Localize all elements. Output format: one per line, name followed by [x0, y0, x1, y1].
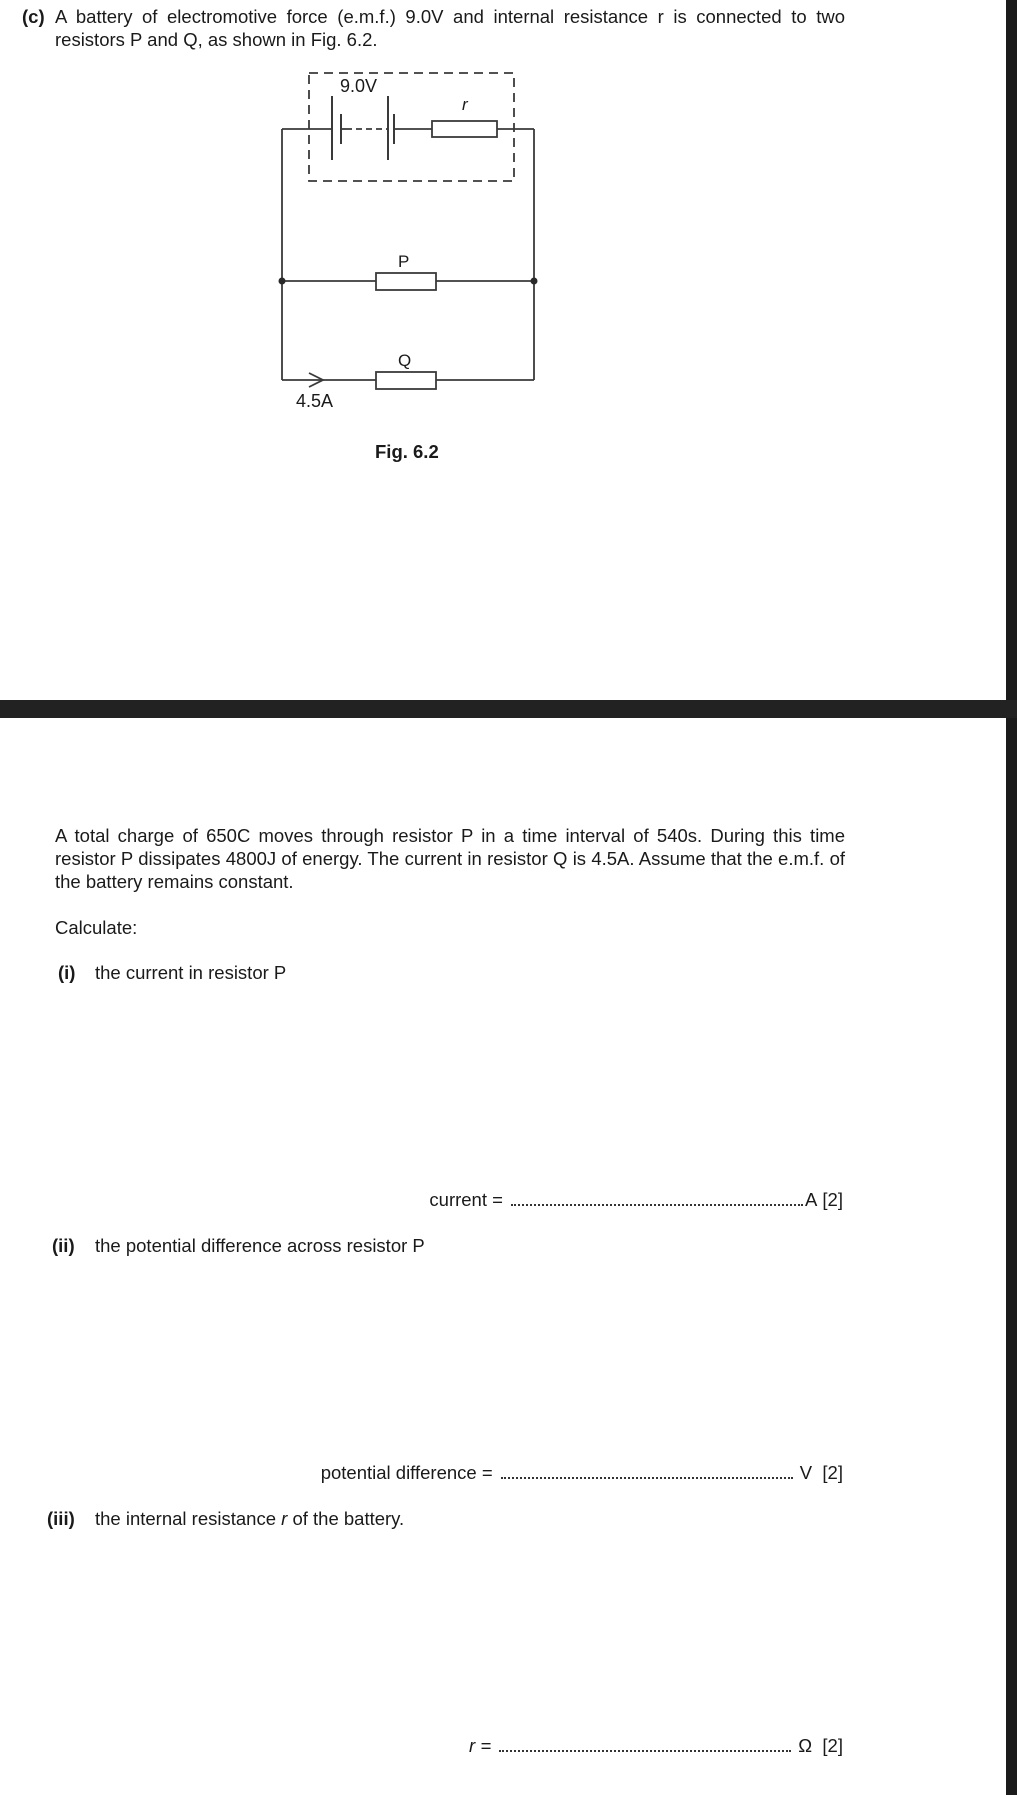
- subquestion-ii-text: the potential difference across resistor P: [95, 1235, 425, 1256]
- subquestion-ii-label: (ii): [52, 1235, 75, 1256]
- answer-line-ii: [321, 1461, 843, 1484]
- current-label: 4.5A: [296, 391, 334, 411]
- resistor-p: [376, 273, 436, 290]
- answer-iii-blank[interactable]: [499, 1734, 791, 1752]
- subquestion-iii-text: the internal resistance r of the battery.: [95, 1508, 405, 1529]
- resistor-q: [376, 372, 436, 389]
- junction-left: [279, 278, 286, 285]
- answer-ii-prefix: potential difference =: [320, 1462, 493, 1483]
- answer-i-unit: A: [804, 1189, 818, 1210]
- intro-text: A battery of electromotive force (e.m.f.) 9.0V and internal resistance r is connected to two resistors P and Q, as shown in Fig. 6.2.: [55, 6, 845, 50]
- subquestion-i-text: the current in resistor P: [95, 962, 287, 983]
- figure-caption: Fig. 6.2: [375, 441, 439, 462]
- answer-ii-unit: V: [799, 1462, 813, 1483]
- answer-ii-blank[interactable]: [501, 1461, 793, 1479]
- answer-iii-marks: [2]: [822, 1735, 843, 1756]
- junction-right: [531, 278, 538, 285]
- emf-label: 9.0V: [340, 76, 378, 96]
- circuit-diagram: [0, 0, 1017, 470]
- answer-line-iii: [469, 1734, 843, 1757]
- answer-ii-marks: [2]: [822, 1462, 843, 1483]
- answer-i-marks: [2]: [822, 1189, 843, 1210]
- resistor-q-label: Q: [398, 351, 412, 370]
- internal-resistor: [432, 121, 497, 137]
- part-label: (c): [22, 6, 45, 27]
- calculate-label: Calculate:: [55, 917, 138, 938]
- answer-iii-prefix: r =: [469, 1735, 492, 1756]
- page-divider: [0, 700, 1017, 718]
- answer-line-i: [429, 1188, 843, 1211]
- subquestion-iii-label: (iii): [47, 1508, 75, 1529]
- body-paragraph: A total charge of 650C moves through resistor P in a time interval of 540s. During this time resistor P dissipates 4800J of energy. The current in resistor Q is 4.5A. Assume that the e.m.f. of the battery remains constant.: [55, 825, 845, 892]
- resistor-p-label: P: [398, 252, 410, 271]
- subquestion-i-label: (i): [58, 962, 76, 983]
- internal-resistance-label: r: [462, 95, 468, 114]
- answer-i-prefix: current =: [429, 1189, 503, 1210]
- answer-i-blank[interactable]: [511, 1188, 803, 1206]
- answer-iii-unit: Ω: [798, 1735, 813, 1756]
